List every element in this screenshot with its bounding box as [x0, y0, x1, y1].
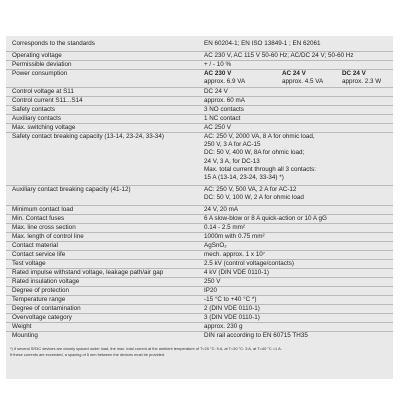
value-line: DC: 50 V, 400 W, 8A for ohmic load;: [204, 149, 305, 157]
value-line: DC: 50 V, 100 W, 2 A for ohmic load: [204, 194, 304, 202]
row-value: [204, 278, 220, 286]
value-line: 2.5 kV (control voltage/contacts): [204, 260, 294, 267]
value-line: 1 NC contact: [204, 115, 241, 122]
row-safety-breaking-capacity: [6, 132, 393, 183]
row-temperature-range: [6, 295, 393, 303]
value-line: 250 V: [204, 278, 221, 285]
value-line: 24 V, 3 A, for DC-13: [204, 157, 260, 165]
row-insulation-voltage: [6, 277, 393, 285]
row-label: Power consumption: [12, 70, 68, 77]
row-label: Control voltage at S11: [12, 88, 74, 95]
row-minimum-contact-load: [6, 205, 393, 213]
value-line: 24 V, 20 mA: [204, 206, 239, 213]
row-permissible-deviation: [6, 60, 393, 68]
power-col-head: DC 24 V: [342, 70, 366, 77]
row-label: Contact material: [12, 242, 58, 249]
power-col-value: approx. 6.9 VA: [204, 78, 246, 86]
value-line: 4 kV (DIN VDE 0110-1): [204, 269, 269, 276]
row-label: Max. line cross section: [12, 224, 76, 231]
row-value: [204, 61, 231, 69]
row-label: Weight: [12, 323, 32, 330]
value-line: 1000m with 0.75 mm²: [204, 233, 265, 240]
row-contact-service-life: [6, 250, 393, 258]
row-power-consumption: [6, 69, 393, 87]
power-col-ac24: [282, 70, 323, 86]
value-line: 15 A (13-14, 23-24, 33-34) *): [204, 173, 284, 181]
value-line: DIN rail according to EN 60715 TH35: [204, 332, 308, 339]
row-value: [204, 88, 228, 96]
value-line: IP20: [204, 287, 217, 294]
power-col-value: approx. 2.3 W: [342, 78, 382, 86]
row-value: [204, 224, 245, 232]
row-label: Corresponds to the standards: [12, 40, 95, 47]
value-line: AC: 250 V, 500 VA, 2 A for AC-12: [204, 186, 297, 193]
row-value: [204, 305, 260, 313]
power-col-value: approx. 4.5 VA: [282, 78, 324, 86]
row-value: [204, 115, 240, 123]
row-auxiliary-contacts: [6, 114, 393, 122]
row-value: [204, 260, 294, 268]
row-contact-fuses: [6, 214, 393, 222]
row-label: Rated insulation voltage: [12, 278, 80, 285]
row-value: [204, 323, 243, 331]
power-col-ac230: [204, 70, 245, 86]
value-line: EN 60204-1; EN ISO 13849-1 ; EN 62061: [204, 40, 321, 47]
row-label: Max. switching voltage: [12, 124, 76, 131]
spec-table: [6, 36, 393, 379]
value-line: AC: 250 V, 2000 VA, 8 A for ohmic load,: [204, 133, 315, 140]
value-line: AgSnO₂: [204, 242, 227, 249]
value-line: 250 V, 3 A for AC-15: [204, 141, 261, 149]
power-col-head: AC 24 V: [282, 70, 306, 77]
row-label: Mounting: [12, 332, 38, 339]
row-label: Rated impulse withstand voltage, leakage path/air gap: [12, 269, 164, 276]
row-value: [204, 269, 269, 277]
row-impulse-withstand: [6, 268, 393, 276]
row-max-switching-voltage: [6, 123, 393, 131]
row-control-current: [6, 96, 393, 104]
row-label: Test voltage: [12, 260, 46, 267]
value-line: Max. total current through all 3 contacts:: [204, 165, 317, 173]
row-value: [204, 242, 227, 250]
row-value: [204, 215, 327, 223]
row-weight: [6, 322, 393, 330]
row-value: [204, 287, 217, 295]
row-value: [204, 251, 265, 259]
value-line: 3 (DIN VDE 0110-1): [204, 314, 260, 321]
row-label: Min. Contact fuses: [12, 215, 65, 222]
row-aux-breaking-capacity: [6, 185, 393, 203]
row-test-voltage: [6, 259, 393, 267]
row-label: Operating voltage: [12, 52, 62, 59]
row-value: [204, 296, 256, 304]
row-label: Safety contact breaking capacity (13-14, 23-24, 33-34): [12, 133, 164, 140]
value-line: mech. approx. 1 x 10⁷: [204, 251, 266, 258]
row-label: Temperature range: [12, 296, 66, 303]
row-contact-material: [6, 241, 393, 249]
value-line: 2 (DIN VDE 0110-1): [204, 305, 260, 312]
power-col-dc24: [342, 70, 381, 86]
value-line: AC 230 V, AC 115 V 50-60 Hz; AC/DC 24 V; 50-60 Hz: [204, 52, 354, 59]
value-line: -15 °C to +40 °C *): [204, 296, 257, 303]
value-line: DC 24 V: [204, 88, 228, 95]
row-value: [204, 314, 260, 322]
row-value: [204, 186, 304, 202]
row-label: Overvoltage category: [12, 314, 72, 321]
value-line: + / - 10 %: [204, 61, 232, 68]
row-overvoltage-category: [6, 313, 393, 321]
row-label: Contact service life: [12, 251, 66, 258]
row-label: Minimum contact load: [12, 206, 74, 213]
row-degree-of-contamination: [6, 304, 393, 312]
row-value: [204, 106, 244, 114]
row-operating-voltage: [6, 51, 393, 59]
row-control-line-length: [6, 232, 393, 240]
value-line: 0.14 - 2.5 mm²: [204, 224, 245, 231]
row-safety-contacts: [6, 105, 393, 113]
row-value: [204, 97, 245, 105]
row-value: [204, 233, 265, 241]
row-label: Safety contacts: [12, 106, 56, 113]
row-label: Max. length of control line: [12, 233, 84, 240]
row-value: [204, 332, 308, 340]
row-label: Auxiliary contact breaking capacity (41-12): [12, 186, 131, 193]
row-control-voltage: [6, 87, 393, 95]
row-label: Degree of protection: [12, 287, 70, 294]
value-line: approx. 230 g: [204, 323, 243, 330]
row-line-cross-section: [6, 223, 393, 231]
row-label: Auxiliary contacts: [12, 115, 61, 122]
value-line: approx. 60 mA: [204, 97, 245, 104]
value-line: 6 A slow-blow or 8 A quick-action or 10 A gG: [204, 215, 327, 222]
row-value: [204, 124, 231, 132]
row-degree-of-protection: [6, 286, 393, 294]
row-value: [204, 206, 238, 214]
row-label: Permissible deviation: [12, 61, 72, 68]
power-col-head: AC 230 V: [204, 70, 232, 77]
row-value: [204, 40, 321, 48]
footnote-line-1: *) If several SR3C devices are closely spaced under load, the max. total current at the ambient temperature of T=20 °C: 9 A, at T=30 °C: 3 A, at T=40 °C =1 A.: [10, 346, 282, 351]
footnote-line-2: If these currents are exceeded, a spacing of 5 mm between the devices must be provided.: [10, 352, 166, 357]
row-value: [204, 52, 354, 60]
row-value: [204, 133, 316, 182]
row-mounting: [6, 331, 393, 339]
row-label: Control current S11...S14: [12, 97, 83, 104]
value-line: 3 NO contacts: [204, 106, 244, 113]
value-line: AC 250 V: [204, 124, 231, 131]
row-label: Degree of contamination: [12, 305, 81, 312]
